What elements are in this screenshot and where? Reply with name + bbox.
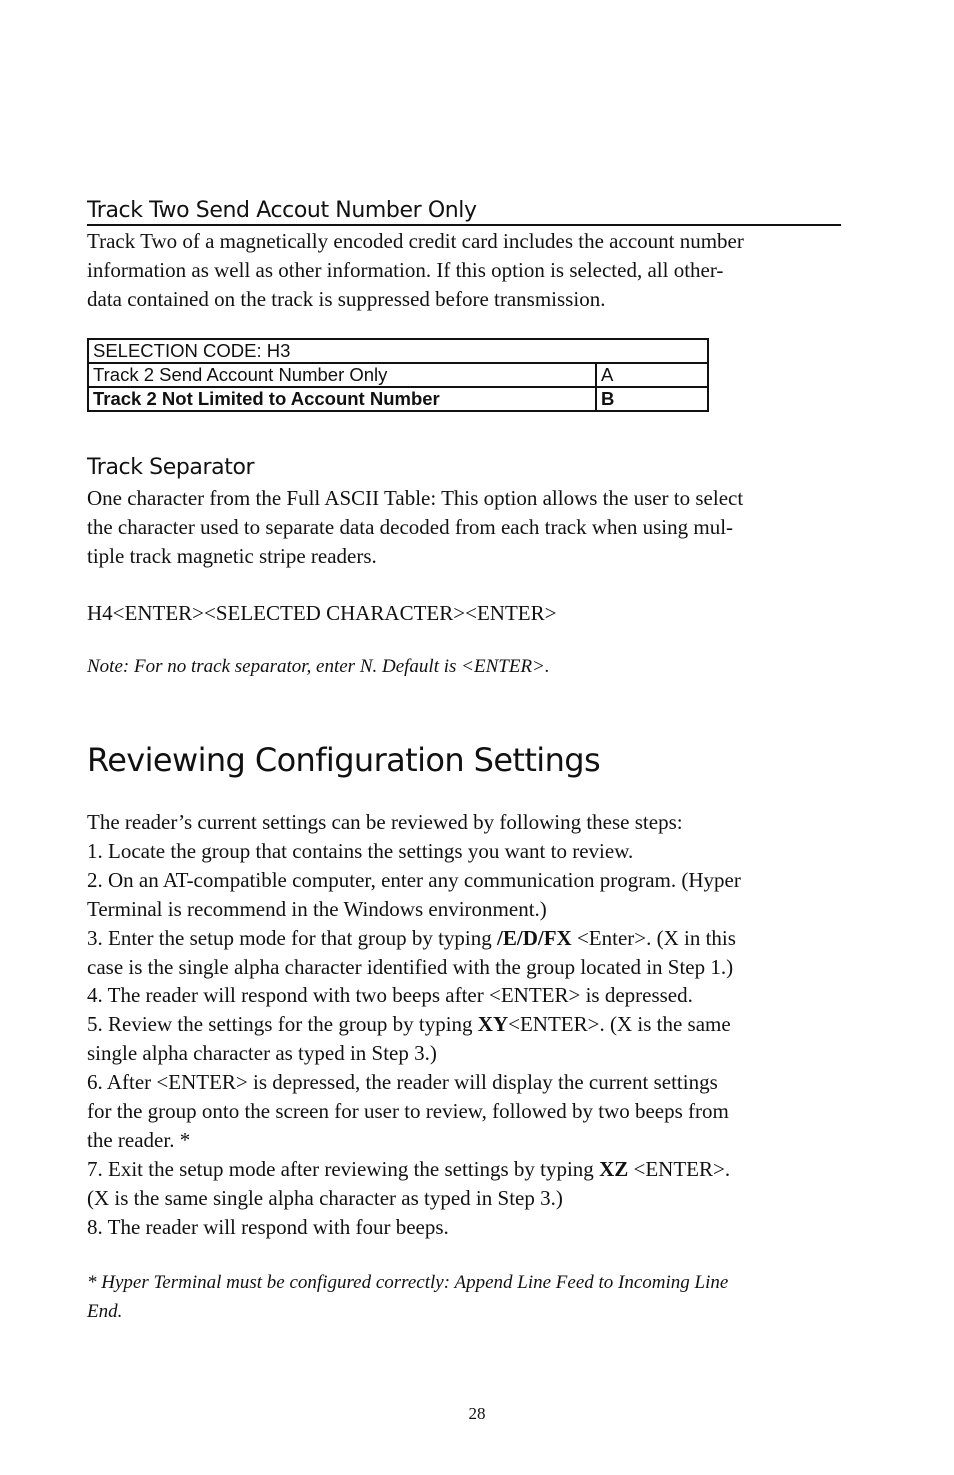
command-syntax — [87, 599, 847, 628]
step-2: 2. On an AT-compatible computer, enter any communication program. (Hyper — [87, 867, 741, 892]
step-5-command: XY — [477, 1012, 509, 1037]
table-header-cell: SELECTION CODE: H3 — [88, 339, 708, 363]
note-line: Note: For no track separator, enter N. Default is <ENTER>. — [87, 656, 550, 677]
step-5-text-end: <ENTER>. (X is the same — [508, 1012, 731, 1037]
option-label: Track 2 Not Limited to Account Number — [88, 387, 596, 411]
step-4: 4. The reader will respond with two beeps after <ENTER> is depressed. — [87, 983, 693, 1008]
track-two-body — [87, 227, 847, 314]
step-8: 8. The reader will respond with four beeps. — [87, 1214, 449, 1239]
command-line: H4<ENTER><SELECTED CHARACTER><ENTER> — [87, 601, 557, 625]
page-number: 28 — [468, 1404, 486, 1423]
step-1: 1. Locate the group that contains the settings you want to review. — [87, 838, 634, 863]
heading-track-separator: Track Separator — [87, 455, 255, 480]
selection-code-table — [87, 338, 709, 412]
heading-track-two: Track Two Send Accout Number Only — [87, 198, 841, 226]
body-line: data contained on the track is suppressed before transmission. — [87, 286, 606, 311]
body-line: One character from the Full ASCII Table: This option allows the user to select — [87, 486, 744, 510]
footnote — [87, 1269, 847, 1327]
table-row — [88, 387, 708, 411]
body-line: the character used to separate data decoded from each track when using mul- — [87, 514, 734, 539]
step-7-command: XZ — [599, 1156, 629, 1181]
step-2-cont: Terminal is recommend in the Windows environment.) — [87, 896, 547, 921]
step-3-cont: case is the single alpha character identified with the group located in Step 1.) — [87, 954, 734, 979]
option-code: B — [596, 387, 708, 411]
table-row — [88, 363, 708, 387]
option-code: A — [596, 363, 708, 387]
footnote-line: End. — [87, 1300, 123, 1322]
step-3-command: /E/D/FX — [497, 925, 572, 950]
step-7-text: 7. Exit the setup mode after reviewing the settings by typing — [87, 1156, 600, 1181]
body-line: Track Two of a magnetically encoded credit card includes the account number — [87, 229, 744, 253]
step-6-cont: for the group onto the screen for user to review, followed by two beeps from — [87, 1099, 729, 1124]
step-5-text: 5. Review the settings for the group by typing — [87, 1012, 478, 1037]
table-header-row — [88, 339, 708, 363]
step-3-text-end: <Enter>. (X in this — [571, 925, 736, 950]
intro-line: The reader’s current settings can be reviewed by following these steps: — [87, 810, 683, 834]
heading-reviewing-settings: Reviewing Configuration Settings — [87, 741, 601, 779]
step-5-cont: single alpha character as typed in Step 3.) — [87, 1041, 437, 1066]
step-7-cont: (X is the same single alpha character as typed in Step 3.) — [87, 1185, 563, 1210]
step-5 — [87, 1010, 847, 1039]
step-7-text-end: <ENTER>. — [628, 1156, 731, 1181]
track-separator-body — [87, 484, 847, 571]
step-6: 6. After <ENTER> is depressed, the reader will display the current settings — [87, 1070, 718, 1095]
footnote-line: * Hyper Terminal must be configured correctly: Append Line Feed to Incoming Line — [87, 1272, 729, 1293]
step-7 — [87, 1155, 847, 1184]
note — [87, 653, 847, 682]
body-line: tiple track magnetic stripe readers. — [87, 543, 377, 568]
step-3 — [87, 924, 847, 953]
reviewing-steps — [87, 808, 847, 1242]
step-6-cont: the reader. * — [87, 1127, 191, 1152]
body-line: information as well as other information. If this option is selected, all other- — [87, 257, 724, 282]
option-label: Track 2 Send Account Number Only — [88, 363, 596, 387]
step-3-text: 3. Enter the setup mode for that group by typing — [87, 925, 498, 950]
